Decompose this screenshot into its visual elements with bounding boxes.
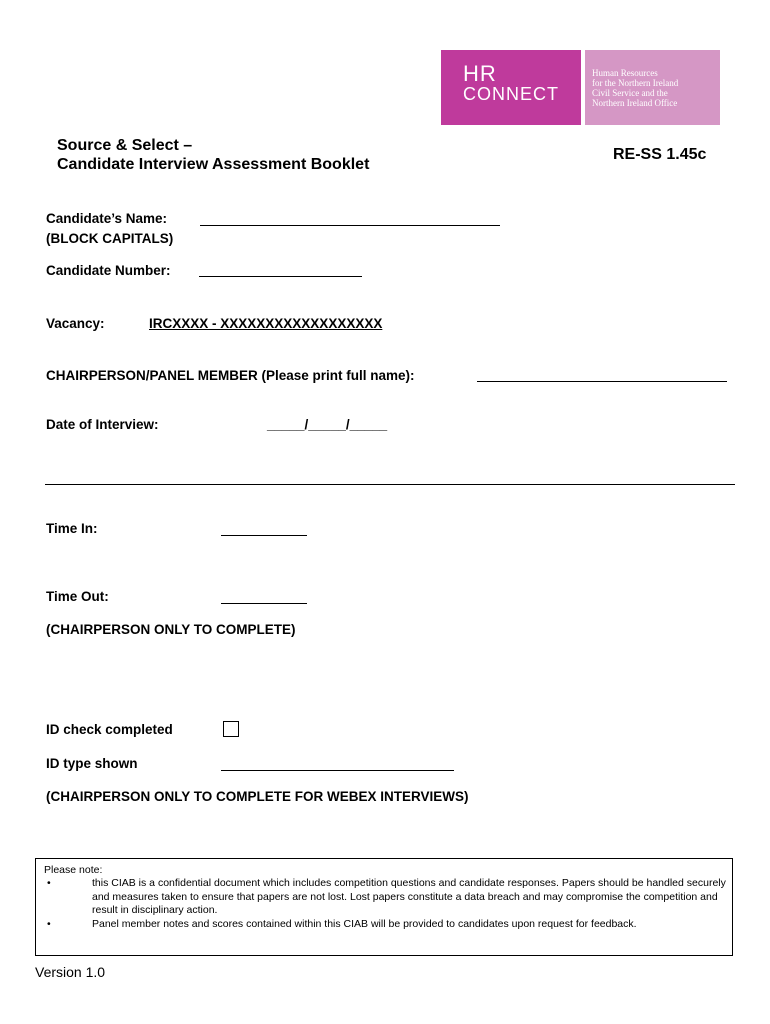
time-in-field[interactable] — [221, 535, 307, 536]
logo-tagline-line: Human Resources — [592, 68, 658, 78]
logo-tagline — [585, 50, 720, 125]
webex-chairperson-note: (CHAIRPERSON ONLY TO COMPLETE FOR WEBEX INTERVIEWS) — [46, 789, 469, 804]
candidate-number-label: Candidate Number: — [46, 263, 171, 278]
section-divider — [45, 484, 735, 485]
id-check-label: ID check completed — [46, 722, 173, 737]
version-label: Version 1.0 — [35, 964, 106, 980]
logo-hr-text: HR — [463, 61, 497, 86]
interview-date-field[interactable]: _____/_____/_____ — [267, 417, 388, 432]
candidate-number-field[interactable] — [199, 276, 362, 277]
candidate-name-field[interactable] — [200, 225, 500, 226]
note-bullet-text: this CIAB is a confidential document which includes competition questions and candidate responses. Papers should be handled securely and measures taken to ensure that papers are not lost. Lost papers constitute a data breach and may compromise the competition and result in disciplinary action. — [92, 877, 726, 917]
logo-tagline-line: for the Northern Ireland — [592, 78, 679, 88]
bullet-marker: • — [47, 917, 51, 930]
please-note-box — [35, 858, 733, 956]
note-bullet-text: Panel member notes and scores contained within this CIAB will be provided to candidates upon request for feedback. — [92, 917, 637, 930]
id-type-field[interactable] — [221, 770, 454, 771]
document-title-line1: Source & Select – — [57, 137, 193, 154]
vacancy-value: IRCXXXX - XXXXXXXXXXXXXXXXXX — [149, 316, 383, 331]
note-bullet — [44, 877, 726, 917]
logo-tagline-line: Northern Ireland Office — [592, 98, 678, 108]
time-out-field[interactable] — [221, 603, 307, 604]
chairperson-only-note: (CHAIRPERSON ONLY TO COMPLETE) — [46, 622, 296, 637]
interview-date-label: Date of Interview: — [46, 417, 159, 432]
vacancy-label: Vacancy: — [46, 316, 105, 331]
candidate-name-label: Candidate’s Name: — [46, 211, 168, 226]
time-in-label: Time In: — [46, 521, 98, 536]
document-title-line2: Candidate Interview Assessment Booklet — [57, 156, 370, 173]
logo-connect-text: CONNECT — [463, 84, 559, 104]
time-out-label: Time Out: — [46, 589, 109, 604]
logo-tagline-line: Civil Service and the — [592, 88, 668, 98]
id-check-checkbox[interactable] — [223, 721, 239, 737]
reference-code: RE-SS 1.45c — [613, 146, 707, 163]
note-bullet — [44, 918, 726, 931]
id-type-label: ID type shown — [46, 756, 138, 771]
hr-connect-logo — [441, 50, 581, 125]
note-heading: Please note: — [44, 864, 103, 876]
bullet-marker: • — [47, 877, 51, 890]
block-capitals-note: (BLOCK CAPITALS) — [46, 231, 174, 246]
chairperson-label: CHAIRPERSON/PANEL MEMBER (Please print full name): — [46, 368, 415, 383]
chairperson-name-field[interactable] — [477, 381, 727, 382]
